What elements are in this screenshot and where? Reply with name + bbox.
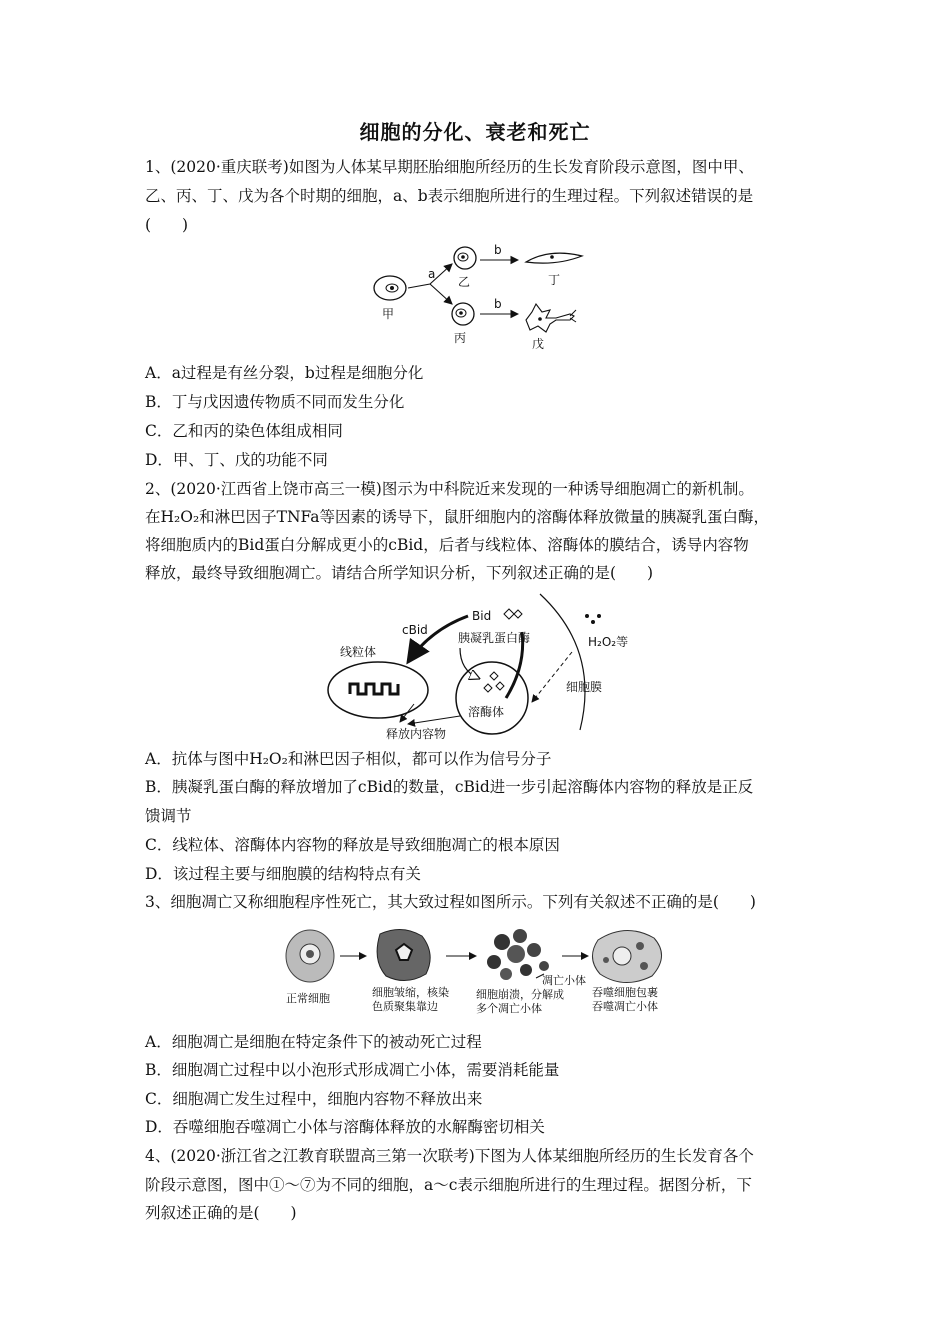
q3-option-a: A．细胞凋亡是细胞在特定条件下的被动死亡过程 [145, 1033, 482, 1051]
label-yi: 乙 [458, 275, 471, 289]
stage-shrinking-cell [377, 929, 430, 980]
q1-stem-line: 乙、丙、丁、戊为各个时期的细胞，a、b表示细胞所进行的生理过程。下列叙述错误的是 [145, 187, 754, 205]
label-enzyme: 胰凝乳蛋白酶 [458, 631, 531, 645]
q3-option-b: B．细胞凋亡过程中以小泡形式形成凋亡小体，需要消耗能量 [145, 1061, 560, 1079]
label-lyso: 溶酶体 [468, 705, 505, 719]
q1-cell-development-figure [360, 240, 590, 352]
arrow-a-down [430, 284, 452, 304]
label-stage-3a: 细胞崩溃，分解成 [476, 988, 564, 1001]
stage-normal-cell [286, 930, 334, 982]
label-apoptotic-body: 凋亡小体 [542, 974, 586, 987]
label-stage-2b: 色质聚集靠边 [372, 1000, 438, 1013]
mitochondria [328, 662, 428, 718]
q2-stem-line: 将细胞质内的Bid蛋白分解成更小的cBid，后者与线粒体、溶酶体的膜结合，诱导内容物 [145, 536, 749, 554]
q3-stem-line: 3、细胞凋亡又称细胞程序性死亡，其大致过程如图所示。下列有关叙述不正确的是( ) [145, 893, 756, 911]
q1-option-c: C．乙和丙的染色体组成相同 [145, 422, 343, 440]
lysosome [456, 662, 528, 734]
q4-stem-line: 列叙述正确的是( ) [145, 1204, 297, 1222]
cell-wu [526, 304, 576, 332]
q2-apoptosis-mechanism-figure [310, 590, 650, 740]
q3-option-d: D．吞噬细胞吞噬凋亡小体与溶酶体释放的水解酶密切相关 [145, 1118, 545, 1136]
label-wu: 戊 [532, 337, 545, 351]
stage-apoptotic-bodies [487, 929, 549, 980]
label-h2o2: H₂O₂等 [588, 635, 629, 649]
label-stage-4a: 吞噬细胞包裹 [592, 986, 658, 999]
label-b-bottom: b [494, 297, 502, 311]
q2-stem-line: 释放，最终导致细胞凋亡。请结合所学知识分析，下列叙述正确的是( ) [145, 564, 654, 582]
q2-option-c: C．线粒体、溶酶体内容物的释放是导致细胞凋亡的根本原因 [145, 836, 560, 854]
q2-stem-line: 在H₂O₂和淋巴因子TNFa等因素的诱导下，鼠肝细胞内的溶酶体释放微量的胰凝乳蛋白酶， [145, 508, 769, 526]
q2-stem-line: 2、(2020·江西省上饶市高三一模)图示为中科院近来发现的一种诱导细胞凋亡的新机制。 [145, 480, 754, 498]
q2-option-b: B．胰凝乳蛋白酶的释放增加了cBid的数量，cBid进一步引起溶酶体内容物的释放是正反 [145, 778, 754, 796]
q2-option-b-cont: 馈调节 [145, 807, 192, 825]
q4-stem-line: 4、(2020·浙江省之江教育联盟高三第一次联考)下图为人体某细胞所经历的生长发育各个 [145, 1147, 754, 1165]
q2-option-d: D．该过程主要与细胞膜的结构特点有关 [145, 865, 421, 883]
arrow-cbid-to-lyso [460, 648, 478, 678]
q4-stem-line: 阶段示意图，图中①～⑦为不同的细胞，a～c表示细胞所进行的生理过程。据图分析，下 [145, 1176, 752, 1194]
label-a: a [428, 267, 436, 281]
q1-stem-line: ( ) [145, 216, 189, 234]
q3-option-c: C．细胞凋亡发生过程中，细胞内容物不释放出来 [145, 1090, 483, 1108]
q1-option-a: A．a过程是有丝分裂，b过程是细胞分化 [145, 364, 424, 382]
q1-option-b: B．丁与戊因遗传物质不同而发生分化 [145, 393, 405, 411]
label-stage-3b: 多个凋亡小体 [476, 1002, 542, 1015]
label-stage-4b: 吞噬凋亡小体 [592, 1000, 658, 1013]
q3-apoptosis-stages-figure [280, 920, 680, 1024]
label-stage-1: 正常细胞 [286, 992, 330, 1005]
label-cbid: cBid [402, 623, 428, 637]
label-bid: Bid [472, 609, 492, 623]
label-mito: 线粒体 [340, 645, 377, 659]
cell-membrane-line [540, 594, 585, 730]
q1-stem-line: 1、(2020·重庆联考)如图为人体某早期胚胎细胞所经历的生长发育阶段示意图，图中甲、 [145, 158, 754, 176]
q1-option-d: D．甲、丁、戊的功能不同 [145, 451, 328, 469]
cell-jia [374, 276, 406, 300]
label-jia: 甲 [382, 307, 395, 321]
label-ding: 丁 [548, 273, 561, 287]
label-b-top: b [494, 243, 502, 257]
label-stage-2a: 细胞皱缩，核染 [372, 986, 449, 999]
cell-ding [526, 253, 582, 263]
q2-option-a: A．抗体与图中H₂O₂和淋巴因子相似，都可以作为信号分子 [145, 750, 552, 768]
page-title: 细胞的分化、衰老和死亡 [359, 120, 591, 144]
label-membrane: 细胞膜 [566, 680, 603, 694]
dashed-induction-arrow [532, 652, 572, 702]
stage-phagocyte [592, 930, 661, 982]
label-bing: 丙 [454, 331, 467, 345]
label-release: 释放内容物 [386, 727, 447, 740]
cell-yi [454, 247, 476, 269]
cell-bing [452, 303, 474, 325]
